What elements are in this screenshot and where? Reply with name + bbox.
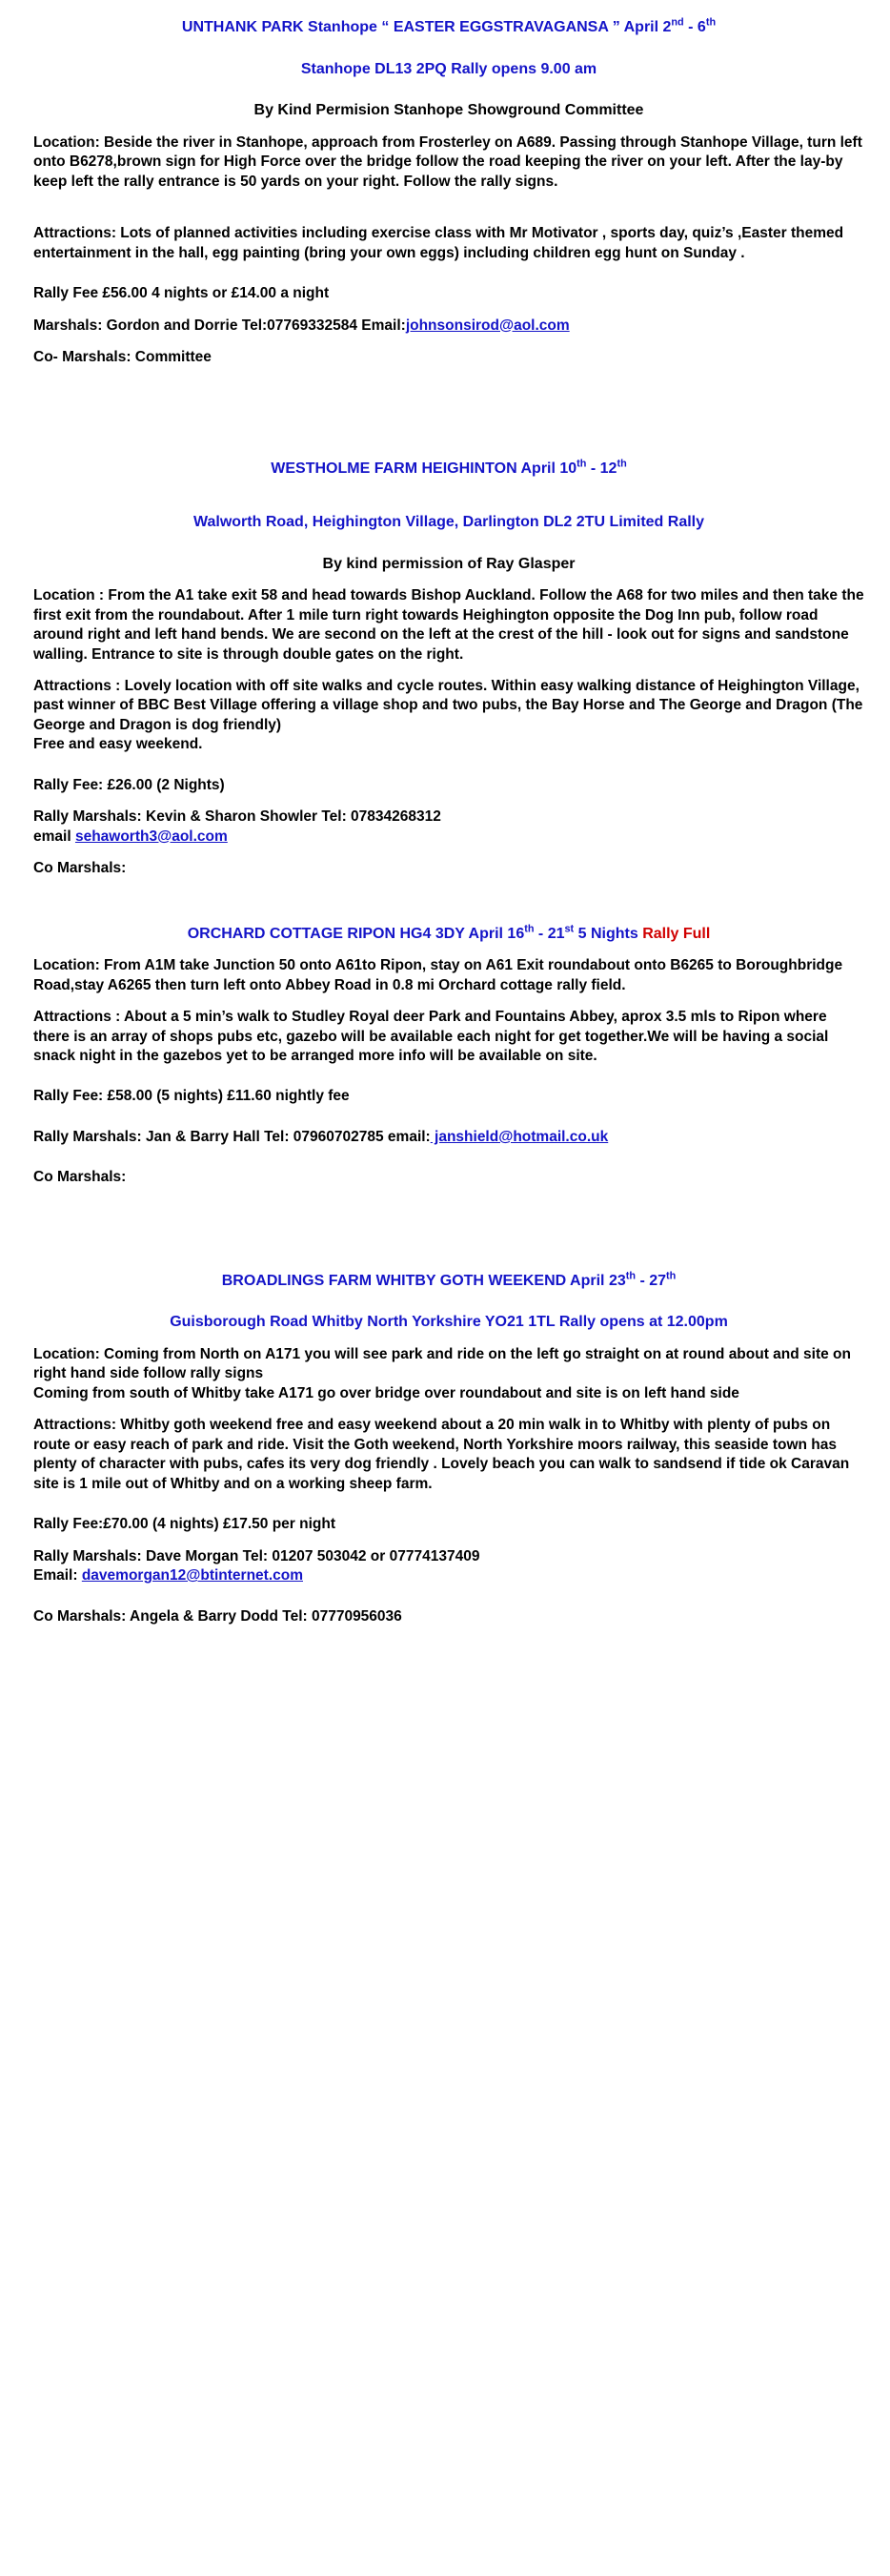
rally-marshals-email-link[interactable]: janshield@hotmail.co.uk (430, 1128, 609, 1145)
rally-marshals-email-link[interactable]: johnsonsirod@aol.com (405, 317, 570, 334)
rally-title-sup-2: th (617, 459, 627, 471)
rally-location-1: Location: Coming from North on A171 you will see park and ride on the left go straight on at round about and site on right hand side follow rally signs (33, 1346, 851, 1382)
rally-subtitle: Guisborough Road Whitby North Yorkshire YO21 1TL Rally opens at 12.00pm (170, 1314, 728, 1331)
rally-section-westholme-farm (33, 459, 864, 878)
rally-attractions: Attractions: Lots of planned activities including exercise class with Mr Motivator , sports day, quiz’s ,Easter themed entertainment in the hall, egg painting (bring your own eggs) including children egg hunt on Sunday . (33, 225, 844, 261)
rally-title-sup: nd (671, 16, 684, 29)
rally-marshals: Rally Marshals: Dave Morgan Tel: 01207 503042 or 07774137409 (33, 1547, 480, 1564)
rally-title-sup: th (524, 923, 535, 935)
rally-title-text: UNTHANK PARK Stanhope “ EASTER EGGSTRAVAGANSA ” April 2 (181, 19, 672, 35)
rally-marshals: Rally Marshals: Kevin & Sharon Showler Tel: 07834268312 (33, 808, 441, 826)
rally-title-sup: th (625, 1270, 636, 1282)
rally-title-text-2: - 12 (586, 460, 617, 478)
rally-co-marshals: Co Marshals: Angela & Barry Dodd Tel: 07770956036 (33, 1607, 402, 1625)
rally-title (33, 17, 864, 38)
rally-location: Location : From the A1 take exit 58 and head towards Bishop Auckland. Follow the A68 for two miles and then take the first exit from the roundabout. After 1 mile turn right towards Heighington opposite the Dog Inn pub, follow road around right and left hand bends. We are second on the left at the crest of the hill - look out for signs and sandstone walling. Entrance to site is through double gates on the right. (33, 587, 864, 663)
rally-marshals (33, 317, 864, 336)
rally-title (33, 459, 864, 480)
rally-title-text-2: - 27 (636, 1272, 667, 1289)
rally-marshals-email-row (33, 1566, 864, 1585)
rally-title-text: ORCHARD COTTAGE RIPON HG4 3DY April 16 (187, 925, 525, 942)
rally-fee: Rally Fee: £58.00 (5 nights) £11.60 nightly fee (33, 1088, 350, 1105)
document-content (26, 17, 864, 1626)
rally-section-unthank-park (33, 17, 864, 367)
rally-status-badge: Rally Full (642, 925, 711, 942)
rally-subtitle: Walworth Road, Heighington Village, Darlington DL2 2TU Limited Rally (192, 514, 705, 530)
rally-attractions: Attractions : About a 5 min’s walk to Studley Royal deer Park and Fountains Abbey, aprox 3.5 mls to Ripon where there is an array of shops pubs etc, gazebo will be available each night for get together.We will be having a social snack night in the gazebos yet to be arranged more info will be available on site. (33, 1009, 829, 1065)
rally-title-text: WESTHOLME FARM HEIGHINTON April 10 (271, 460, 577, 478)
rally-marshals-email-label: Email: (33, 1567, 82, 1584)
rally-co-marshals: Co Marshals: (33, 860, 127, 877)
rally-co-marshals: Co- Marshals: Committee (33, 348, 212, 365)
rally-marshals-label: Rally Marshals: Jan & Barry Hall Tel: 07960702785 email: (33, 1128, 431, 1145)
rally-title-sup: th (576, 459, 587, 471)
rally-section-orchard-cottage (33, 924, 864, 1188)
rally-location-2: Coming from south of Whitby take A171 go over bridge over roundabout and site is on left hand side (33, 1384, 739, 1401)
rally-attractions-extra: Free and easy weekend. (33, 736, 203, 753)
rally-subtitle: Stanhope DL13 2PQ Rally opens 9.00 am (300, 60, 597, 77)
rally-fee: Rally Fee £56.00 4 nights or £14.00 a night (33, 285, 330, 302)
rally-marshals-email-row (33, 828, 864, 847)
rally-title-text-3: 5 Nights (574, 925, 643, 942)
rally-marshals-email-label: email (33, 828, 75, 845)
rally-title-text-2: - 6 (683, 19, 706, 35)
rally-fee: Rally Fee: £26.00 (2 Nights) (33, 776, 225, 793)
rally-attractions: Attractions: Whitby goth weekend free and easy weekend about a 20 min walk in to Whitby with plenty of pubs on route or easy reach of park and ride. Visit the Goth weekend, North Yorkshire moors railway, this seaside town has plenty of character with pubs, cafes its very dog friendly . Lovely beach you can walk to sandsend if tide ok Caravan site is 1 mile out of Whitby and on a working sheep farm. (33, 1417, 850, 1492)
rally-marshals (33, 1128, 864, 1147)
rally-fee: Rally Fee:£70.00 (4 nights) £17.50 per night (33, 1516, 336, 1533)
rally-title (33, 924, 864, 945)
rally-marshals-label: Marshals: Gordon and Dorrie Tel:07769332584 Email: (33, 317, 406, 334)
rally-permission: By Kind Permision Stanhope Showground Committee (253, 102, 644, 119)
rally-location: Location: From A1M take Junction 50 onto A61to Ripon, stay on A61 Exit roundabout onto B6265 to Boroughbridge Road,stay A6265 then turn left onto Abbey Road in 0.8 mi Orchard cottage rally field. (33, 957, 843, 993)
rally-attractions: Attractions : Lovely location with off site walks and cycle routes. Within easy walking distance of Heighington Village, past winner of BBC Best Village offering a village shop and two pubs, the Bay Horse and The George and Dragon (The George and Dragon is dog friendly) (33, 678, 863, 733)
rally-location: Location: Beside the river in Stanhope, approach from Frosterley on A689. Passing through Stanhope Village, turn left onto B6278,brown sign for High Force over the bridge follow the road keeping the river on your left. After the lay-by keep left the rally entrance is 50 yards on your right. Follow the rally signs. (33, 133, 862, 190)
rally-title-sup-2: th (705, 16, 717, 29)
rally-title-text-2: - 21 (534, 925, 565, 942)
rally-marshals-email-link[interactable]: sehaworth3@aol.com (74, 828, 228, 845)
rally-permission: By kind permission of Ray Glasper (322, 555, 576, 572)
rally-title-sup-2: st (564, 923, 575, 935)
rally-title (33, 1271, 864, 1292)
rally-co-marshals: Co Marshals: (33, 1169, 127, 1186)
rally-section-broadlings-farm (33, 1271, 864, 1626)
rally-marshals-email-link[interactable]: davemorgan12@btinternet.com (81, 1567, 303, 1584)
rally-title-sup-2: th (666, 1270, 677, 1282)
rally-title-text: BROADLINGS FARM WHITBY GOTH WEEKEND April 23 (221, 1272, 626, 1289)
